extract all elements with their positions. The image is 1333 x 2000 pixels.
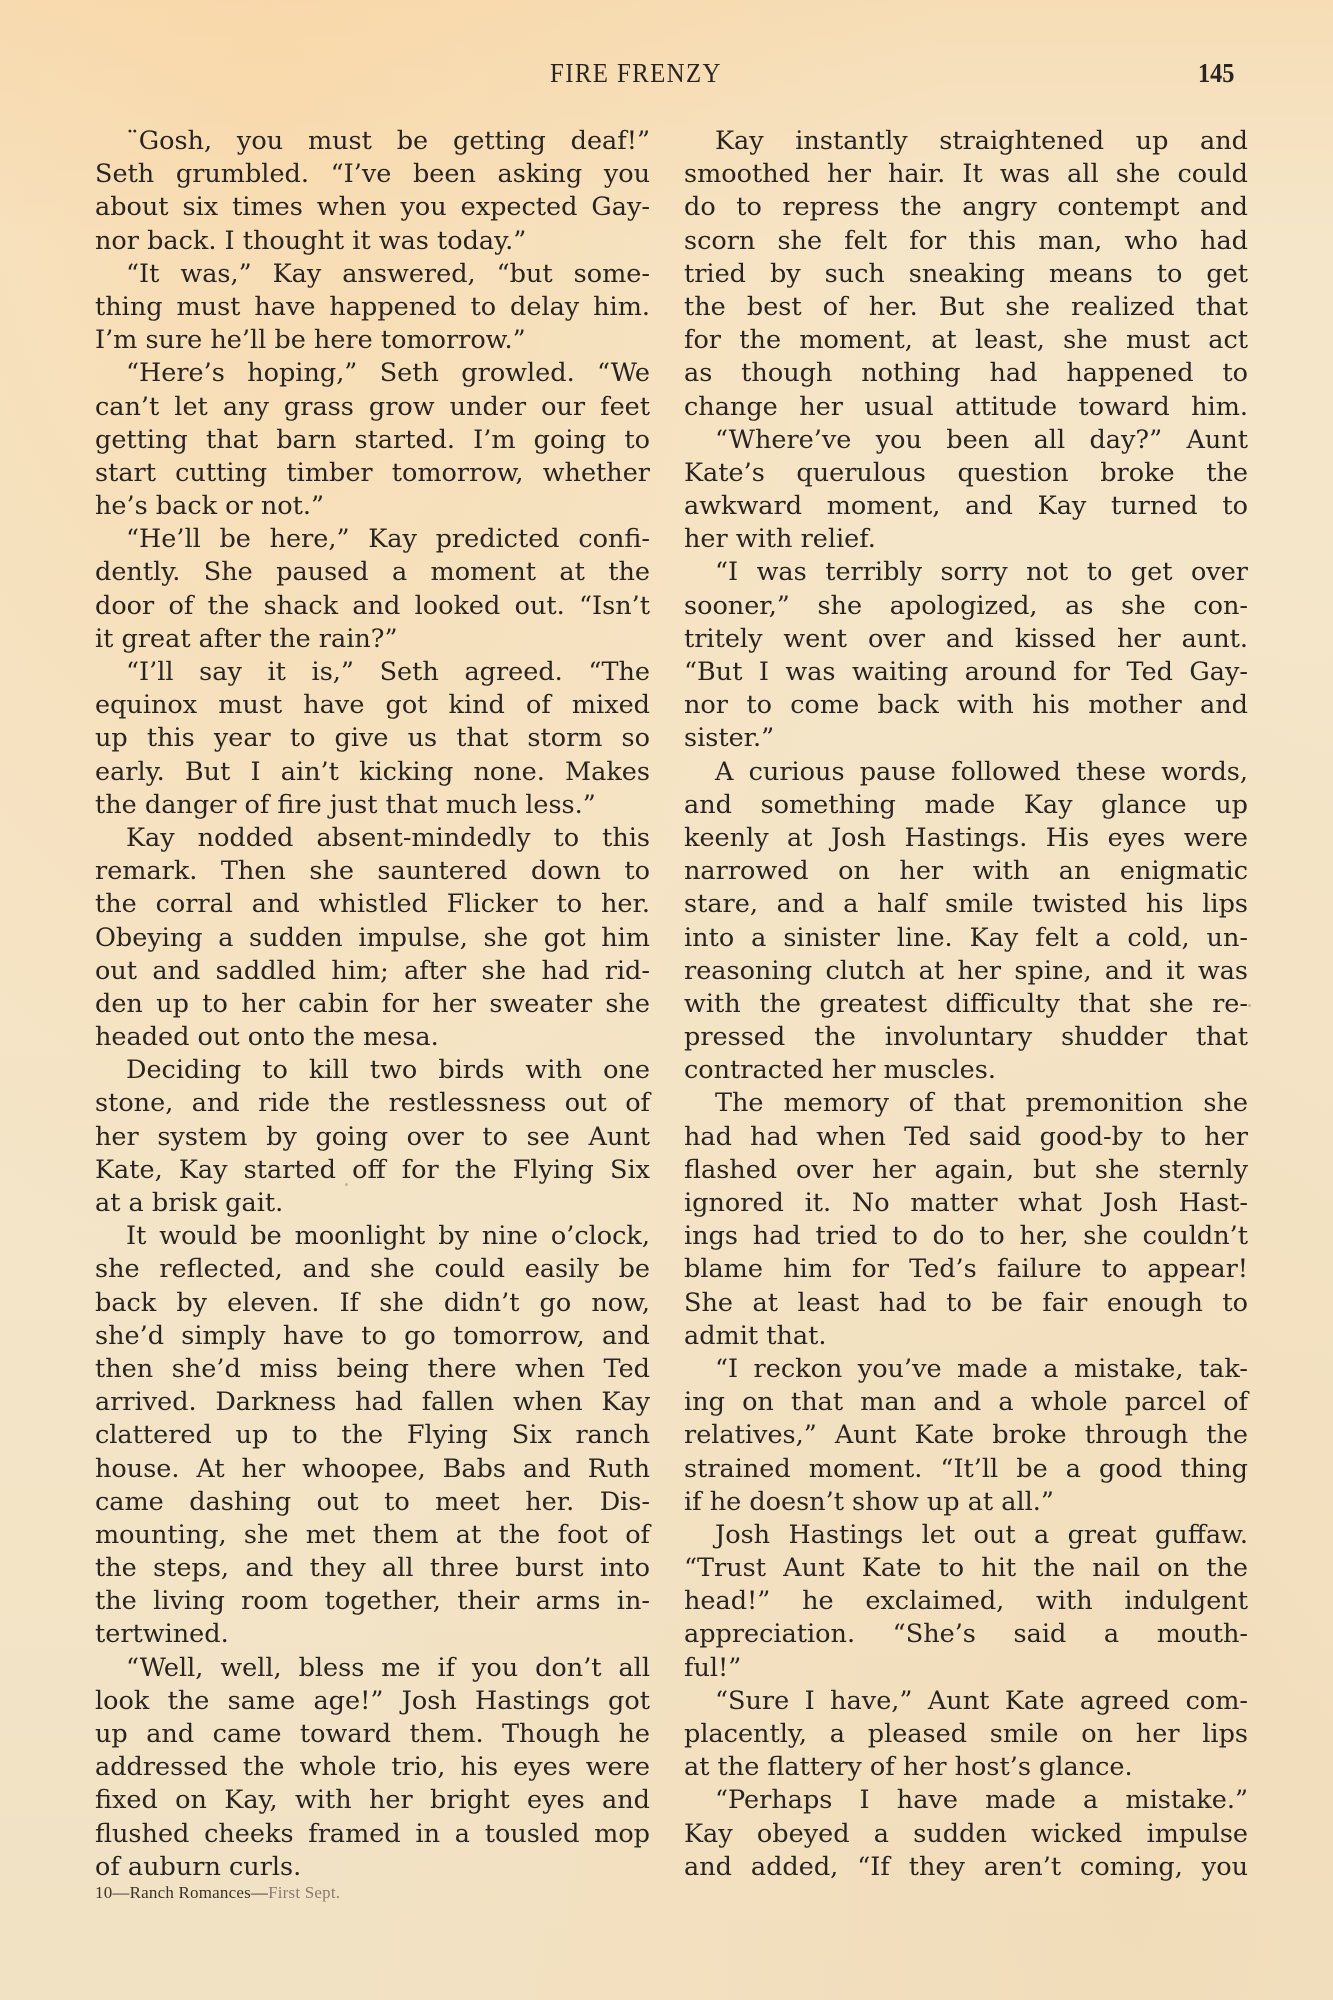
text-line: if he doesn’t show up at all.”	[684, 1486, 1054, 1517]
text-line: out and saddled him; after she had rid-	[95, 955, 650, 986]
text-line: up and came toward them. Though he	[95, 1719, 650, 1749]
text-line: of auburn curls.	[95, 1851, 302, 1882]
text-line: den up to her cabin for her sweater she	[95, 988, 650, 1019]
text-line: blame him for Ted’s failure to appear!	[684, 1254, 1248, 1285]
footer-publication: 10—Ranch Romances—	[95, 1883, 269, 1902]
text-line: had had when Ted said good-by to her	[684, 1121, 1248, 1152]
text-line: narrowed on her with an enigmatic	[684, 856, 1248, 887]
paragraph-first-line: “He’ll be here,” Kay predicted confi-	[126, 524, 650, 555]
paragraph-first-line: ¨Gosh, you must be getting deaf!”	[126, 126, 650, 156]
text-line: sister.”	[684, 723, 775, 754]
text-line: at the flattery of her host’s glance.	[684, 1752, 1133, 1783]
page-number: 145	[1198, 58, 1235, 88]
footer-note	[95, 1883, 340, 1903]
text-line: remark. Then she sauntered down to	[95, 856, 650, 887]
paragraph-first-line: “Sure I have,” Aunt Kate agreed com-	[715, 1685, 1248, 1716]
text-line: the steps, and they all three burst into	[95, 1553, 650, 1584]
text-line: for the moment, at least, she must act	[684, 325, 1248, 356]
paper-speck	[1248, 1004, 1251, 1007]
text-line: the living room together, their arms in-	[95, 1586, 650, 1617]
text-line: She at least had to be fair enough to	[684, 1287, 1248, 1318]
text-line: getting that barn started. I’m going to	[95, 424, 650, 455]
footer-issue: First Sept.	[268, 1883, 341, 1902]
text-column-right	[684, 125, 1248, 1884]
text-line: pressed the involuntary shudder that	[684, 1022, 1248, 1053]
text-line: I’m sure he’ll be here tomorrow.”	[95, 325, 526, 356]
text-line: placently, a pleased smile on her lips	[684, 1719, 1248, 1749]
text-line: Kate’s querulous question broke the	[684, 457, 1248, 488]
text-line: “Trust Aunt Kate to hit the nail on the	[684, 1553, 1248, 1584]
text-line: scorn she felt for this man, who had	[684, 225, 1248, 256]
text-line: dently. She paused a moment at the	[95, 557, 650, 588]
text-line: then she’d miss being there when Ted	[95, 1353, 650, 1384]
text-line: ings had tried to do to her, she couldn’t	[684, 1221, 1248, 1252]
paragraph-first-line: The memory of that premonition she	[715, 1088, 1248, 1119]
text-line: and added, “If they aren’t coming, you	[684, 1851, 1248, 1882]
text-line: the corral and whistled Flicker to her.	[95, 889, 650, 920]
text-line: flashed over her again, but she sternly	[684, 1154, 1248, 1185]
text-line: Obeying a sudden impulse, she got him	[95, 922, 650, 953]
paragraph-first-line: Deciding to kill two birds with one	[126, 1055, 650, 1086]
running-title: FIRE FRENZY	[550, 58, 722, 88]
text-line: ful!”	[684, 1652, 742, 1683]
text-line: back by eleven. If she didn’t go now,	[95, 1287, 650, 1318]
text-line: she reflected, and she could easily be	[95, 1254, 650, 1285]
text-line: ignored it. No matter what Josh Hast-	[684, 1188, 1248, 1218]
text-line: at a brisk gait.	[95, 1188, 284, 1218]
text-line: contracted her muscles.	[684, 1055, 996, 1086]
text-line: with the greatest difficulty that she re-	[684, 988, 1248, 1019]
text-line: the best of her. But she realized that	[684, 291, 1248, 322]
text-line: start cutting timber tomorrow, whether	[95, 457, 650, 488]
text-line: he’s back or not.”	[95, 491, 324, 522]
paper-speck	[345, 1183, 348, 1186]
text-line: came dashing out to meet her. Dis-	[95, 1486, 650, 1517]
text-line: head!” he exclaimed, with indulgent	[684, 1586, 1248, 1617]
text-line: Kay obeyed a sudden wicked impulse	[684, 1818, 1248, 1849]
text-line: equinox must have got kind of mixed	[95, 690, 650, 721]
text-line: “But I was waiting around for Ted Gay-	[684, 657, 1248, 687]
text-line: stone, and ride the restlessness out of	[95, 1088, 650, 1119]
text-line: admit that.	[684, 1320, 827, 1351]
paragraph-first-line: Josh Hastings let out a great guffaw.	[715, 1519, 1248, 1550]
text-line: fixed on Kay, with her bright eyes and	[95, 1785, 650, 1816]
text-line: headed out onto the mesa.	[95, 1022, 439, 1053]
text-line: Kate, Kay started off for the Flying Six	[95, 1154, 650, 1185]
text-line: early. But I ain’t kicking none. Makes	[95, 756, 650, 787]
paragraph-first-line: “I’ll say it is,” Seth agreed. “The	[126, 657, 650, 687]
paragraph-first-line: It would be moonlight by nine o’clock,	[126, 1221, 650, 1252]
text-line: keenly at Josh Hastings. His eyes were	[684, 822, 1248, 853]
text-line: the danger of fire just that much less.”	[95, 789, 596, 820]
text-line: appreciation. “She’s said a mouth-	[684, 1619, 1248, 1650]
text-line: reasoning clutch at her spine, and it was	[684, 955, 1248, 986]
paragraph-first-line: “Well, well, bless me if you don’t all	[126, 1652, 650, 1683]
text-line: as though nothing had happened to	[684, 358, 1248, 389]
text-line: Seth grumbled. “I’ve been asking you	[95, 159, 650, 190]
text-line: change her usual attitude toward him.	[684, 391, 1248, 422]
text-line: tried by such sneaking means to get	[684, 258, 1248, 289]
text-line: arrived. Darkness had fallen when Kay	[95, 1387, 650, 1418]
text-line: look the same age!” Josh Hastings got	[95, 1685, 650, 1716]
text-line: into a sinister line. Kay felt a cold, un-	[684, 922, 1248, 953]
text-line: mounting, she met them at the foot of	[95, 1519, 650, 1550]
text-line: she’d simply have to go tomorrow, and	[95, 1320, 650, 1351]
paragraph-first-line: “I was terribly sorry not to get over	[715, 557, 1248, 588]
text-line: clattered up to the Flying Six ranch	[95, 1420, 650, 1451]
text-line: it great after the rain?”	[95, 623, 398, 654]
text-line: her system by going over to see Aunt	[95, 1121, 650, 1152]
text-line: thing must have happened to delay him.	[95, 291, 650, 322]
text-line: tritely went over and kissed her aunt.	[684, 623, 1248, 654]
text-line: nor back. I thought it was today.”	[95, 225, 527, 256]
paragraph-first-line: “Perhaps I have made a mistake.”	[715, 1785, 1248, 1816]
paragraph-first-line: “It was,” Kay answered, “but some-	[126, 258, 650, 289]
text-line: nor to come back with his mother and	[684, 690, 1248, 721]
paragraph-first-line: “Where’ve you been all day?” Aunt	[715, 424, 1248, 455]
text-line: ing on that man and a whole parcel of	[684, 1387, 1248, 1418]
text-line: her with relief.	[684, 524, 876, 555]
text-line: smoothed her hair. It was all she could	[684, 159, 1248, 190]
text-line: flushed cheeks framed in a tousled mop	[95, 1818, 650, 1849]
text-line: tertwined.	[95, 1619, 229, 1650]
text-line: can’t let any grass grow under our feet	[95, 391, 650, 422]
text-line: house. At her whoopee, Babs and Ruth	[95, 1453, 650, 1484]
paragraph-first-line: A curious pause followed these words,	[715, 756, 1248, 787]
text-line: do to repress the angry contempt and	[684, 192, 1248, 223]
text-line: door of the shack and looked out. “Isn’t	[95, 590, 650, 621]
text-line: relatives,” Aunt Kate broke through the	[684, 1420, 1248, 1451]
text-line: about six times when you expected Gay-	[95, 192, 650, 223]
paragraph-first-line: “Here’s hoping,” Seth growled. “We	[126, 358, 650, 389]
text-line: strained moment. “It’ll be a good thing	[684, 1453, 1248, 1484]
paragraph-first-line: Kay instantly straightened up and	[715, 126, 1248, 156]
paragraph-first-line: Kay nodded absent-mindedly to this	[126, 822, 650, 853]
running-header	[0, 58, 1333, 94]
text-line: awkward moment, and Kay turned to	[684, 491, 1248, 522]
text-line: stare, and a half smile twisted his lips	[684, 889, 1248, 920]
text-line: sooner,” she apologized, as she con-	[684, 590, 1248, 621]
text-line: up this year to give us that storm so	[95, 723, 650, 754]
text-line: addressed the whole trio, his eyes were	[95, 1752, 650, 1783]
text-line: and something made Kay glance up	[684, 789, 1248, 820]
text-column-left	[95, 125, 650, 1884]
paragraph-first-line: “I reckon you’ve made a mistake, tak-	[715, 1353, 1248, 1384]
